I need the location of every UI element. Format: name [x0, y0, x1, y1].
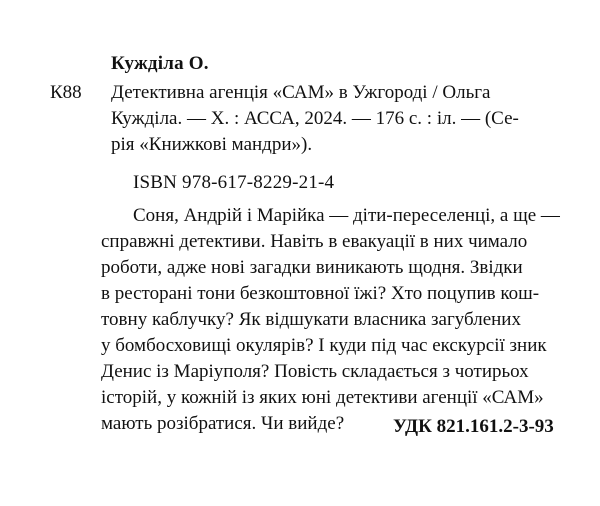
entry-line: Кужділа. — Х. : АССА, 2024. — 176 с. : іл. — (Се- [111, 108, 519, 129]
annotation-line: історій, у кожній із яких юні детективи агенції «САМ» [101, 387, 544, 408]
udc-code: УДК 821.161.2-3-93 [393, 416, 554, 437]
annotation-line: товну каблучку? Як відшукати власника загублених [101, 309, 521, 330]
classmark: К88 [50, 82, 82, 103]
entry-line: Детективна агенція «САМ» в Ужгороді / Ольга [111, 82, 491, 103]
annotation-line: в ресторані тони безкоштовної їжі? Хто поцупив кош- [101, 283, 540, 304]
author-heading: Кужділа О. [111, 53, 209, 74]
annotation-line: роботи, адже нові загадки виникають щодня. Звідки [101, 257, 523, 278]
isbn: ISBN 978-617-8229-21-4 [133, 172, 335, 193]
bibliographic-entry [111, 80, 571, 158]
annotation [101, 203, 563, 437]
entry-line: рія «Книжкові мандри»). [111, 134, 313, 155]
annotation-line: Денис із Маріуполя? Повість складається з чотирьох [101, 361, 529, 382]
annotation-line: справжні детективи. Навіть в евакуації в них чимало [101, 231, 528, 252]
annotation-line: у бомбосховищі окулярів? І куди під час екскурсії зник [101, 335, 547, 356]
annotation-line: мають розібратися. Чи вийде? [101, 413, 345, 434]
annotation-line: Соня, Андрій і Марійка — діти-переселенці, а ще — [133, 205, 560, 226]
